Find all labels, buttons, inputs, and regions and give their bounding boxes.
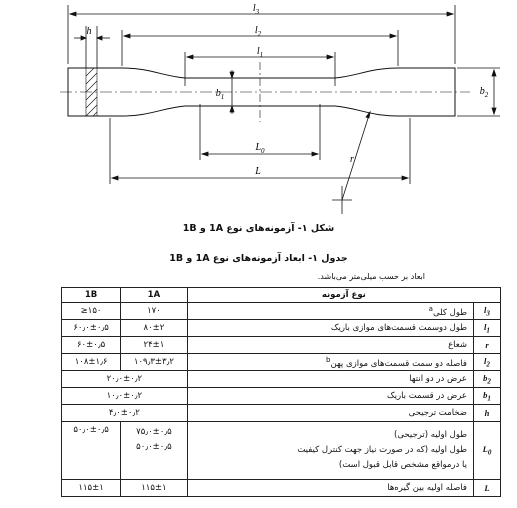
cell-1a-line2: ۵۰٫۰±۰٫۵: [136, 442, 172, 452]
cell-merged-value: ۴٫۰±۰٫۲: [62, 405, 188, 422]
cell-symbol: $l_2$: [474, 354, 501, 371]
cell-desc: عرض در دو انتها: [187, 371, 473, 388]
table-row-gauge-length: [62, 422, 501, 480]
label-L: L: [255, 166, 261, 177]
cell-desc: طول اولیه (ترجیحی) طول اولیه (که در صورت نیاز جهت کنترل کیفیت یا درمواقع مشخص قابل قبول است): [187, 422, 473, 480]
cell-1a: ۱۱۵±۱: [121, 480, 188, 497]
cell-merged-value: ۲۰٫۰±۰٫۲: [62, 371, 188, 388]
cell-symbol: $l_1$: [474, 320, 501, 337]
cell-symbol: $b_2$: [474, 371, 501, 388]
table-row: [62, 337, 501, 354]
cell-symbol: L: [474, 480, 501, 497]
cell-desc: طول دوسمت قسمت‌های موازی باریک: [187, 320, 473, 337]
table-row: [62, 388, 501, 405]
cell-symbol: r: [474, 337, 501, 354]
cell-desc: فاصله دو سمت قسمت‌های موازی پهن$^b$: [187, 354, 473, 371]
cell-symbol: $L_0$: [474, 422, 501, 480]
cell-desc: ضخامت ترجیحی: [187, 405, 473, 422]
cell-symbol: h: [474, 405, 501, 422]
cell-1b: ۱۰۸±۱٫۶: [62, 354, 121, 371]
cell-desc: عرض در قسمت باریک: [187, 388, 473, 405]
label-r: r: [350, 154, 354, 165]
header-specimen-type: نوع آزمونه: [187, 288, 500, 303]
cell-1a: ۸۰±۲: [121, 320, 188, 337]
table-row: [62, 371, 501, 388]
figure-caption: شکل ۱- آزمونه‌های نوع 1A و 1B: [182, 223, 335, 234]
cell-1a-line1: ۷۵٫۰±۰٫۵: [136, 427, 172, 437]
label-b2: $b_2$: [479, 86, 489, 99]
table-row: [62, 480, 501, 497]
cell-1b: ≥۱۵۰: [62, 303, 121, 320]
cell-1a: ۱۰۹٫۳±۳٫۲: [121, 354, 188, 371]
cell-desc: فاصله اولیه بین گیره‌ها: [187, 480, 473, 497]
table-header-row: [62, 288, 501, 303]
cell-1a: ۲۴±۱: [121, 337, 188, 354]
unit-note: ابعاد بر حسب میلی‌متر می‌باشد.: [317, 272, 425, 281]
cell-1b: ۶۰±۰٫۵: [62, 337, 121, 354]
cell-desc: شعاع: [187, 337, 473, 354]
cell-1b: ۵۰٫۰±۰٫۵: [62, 422, 121, 480]
label-l1: $l_1$: [256, 46, 264, 59]
label-b1: $b_1$: [215, 88, 225, 101]
specimen-drawing: [0, 0, 517, 215]
table-row: [62, 303, 501, 320]
cell-symbol: $l_3$: [474, 303, 501, 320]
header-1b: 1B: [62, 288, 121, 303]
table-row: [62, 354, 501, 371]
label-L0: $L_0$: [255, 142, 265, 155]
cell-1a: ۱۷۰: [121, 303, 188, 320]
cell-1b: ۱۱۵±۱: [62, 480, 121, 497]
table-row: [62, 405, 501, 422]
label-l3: $l_3$: [252, 3, 260, 16]
cell-symbol: $b_1$: [474, 388, 501, 405]
dim-h: [74, 26, 110, 68]
cell-1a: [121, 422, 188, 480]
cell-desc: طول کلی$^a$: [187, 303, 473, 320]
dimensions-table: [61, 287, 501, 497]
table-row: [62, 320, 501, 337]
cell-1b: ۶۰٫۰±۰٫۵: [62, 320, 121, 337]
label-h: h: [86, 26, 92, 37]
table-caption: جدول ۱- ابعاد آزمونه‌های نوع 1A و 1B: [169, 253, 348, 264]
label-l2: $l_2$: [254, 25, 262, 38]
header-1a: 1A: [121, 288, 188, 303]
cell-merged-value: ۱۰٫۰±۰٫۲: [62, 388, 188, 405]
